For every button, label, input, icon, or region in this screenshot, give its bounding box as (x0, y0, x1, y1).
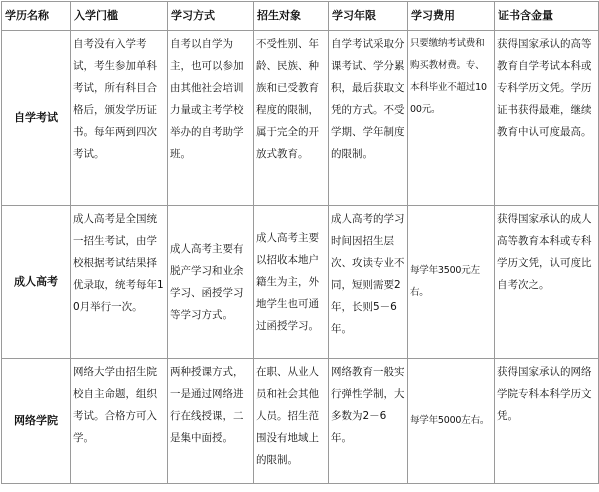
header-entry-threshold: 入学门槛 (71, 2, 168, 31)
cell-study-duration: 自学考试采取分课考试、学分累积，最后获取文凭的方式。不受学期、学年制度的限制。 (329, 31, 408, 206)
header-degree-name: 学历名称 (2, 2, 71, 31)
cell-certificate-value: 获得国家承认的成人高等教育本科或专科学历文凭，认可度比自考次之。 (495, 206, 599, 359)
header-study-mode: 学习方式 (168, 2, 254, 31)
cell-entry-threshold: 网络大学由招生院校自主命题，组织考试。合格方可入学。 (71, 359, 168, 484)
cell-study-cost: 每学年3500元左右。 (408, 206, 495, 359)
education-comparison-table (1, 1, 599, 484)
cell-study-mode: 自考以自学为主，也可以参加由其他社会培训力量或主考学校举办的自考助学班。 (168, 31, 254, 206)
cell-enrollment-target: 成人高考主要以招收本地户籍生为主，外地学生也可通过函授学习。 (254, 206, 329, 359)
cell-study-cost: 每学年5000左右。 (408, 359, 495, 484)
row-name-self-study: 自学考试 (2, 31, 71, 206)
table-row (2, 359, 599, 484)
cell-study-duration: 成人高考的学习时间因招生层次、攻读专业不同，短则需要2年，长则5－6年。 (329, 206, 408, 359)
header-enrollment-target: 招生对象 (254, 2, 329, 31)
cell-study-mode: 两种授课方式，一是通过网络进行在线授课，二是集中面授。 (168, 359, 254, 484)
cell-entry-threshold: 自考没有入学考试，考生参加单科考试，所有科目合格后，颁发学历证书。每年两到四次考试。 (71, 31, 168, 206)
row-name-online-college: 网络学院 (2, 359, 71, 484)
header-certificate-value: 证书含金量 (495, 2, 599, 31)
cell-entry-threshold: 成人高考是全国统一招生考试，由学校根据考试结果择优录取，统考每年10月举行一次。 (71, 206, 168, 359)
row-name-adult-exam: 成人高考 (2, 206, 71, 359)
cell-enrollment-target: 不受性别、年龄、民族、种族和已受教育程度的限制，属于完全的开放式教育。 (254, 31, 329, 206)
cell-enrollment-target: 在职、从业人员和社会其他人员。招生范围没有地域上的限制。 (254, 359, 329, 484)
header-row (2, 2, 599, 31)
header-study-cost: 学习费用 (408, 2, 495, 31)
table-row (2, 31, 599, 206)
header-study-duration: 学习年限 (329, 2, 408, 31)
cell-certificate-value: 获得国家承认的网络学院专科本科学历文凭。 (495, 359, 599, 484)
table-row (2, 206, 599, 359)
cell-study-mode: 成人高考主要有脱产学习和业余学习、函授学习等学习方式。 (168, 206, 254, 359)
cell-study-cost: 只要缴纳考试费和购买教材费。专、本科毕业不超过1000元。 (408, 31, 495, 206)
cell-study-duration: 网络教育一般实行弹性学制，大多数为2－6年。 (329, 359, 408, 484)
cell-certificate-value: 获得国家承认的高等教育自学考试本科或专科学历文凭。学历证书获得最难，继续教育中认可度最高。 (495, 31, 599, 206)
